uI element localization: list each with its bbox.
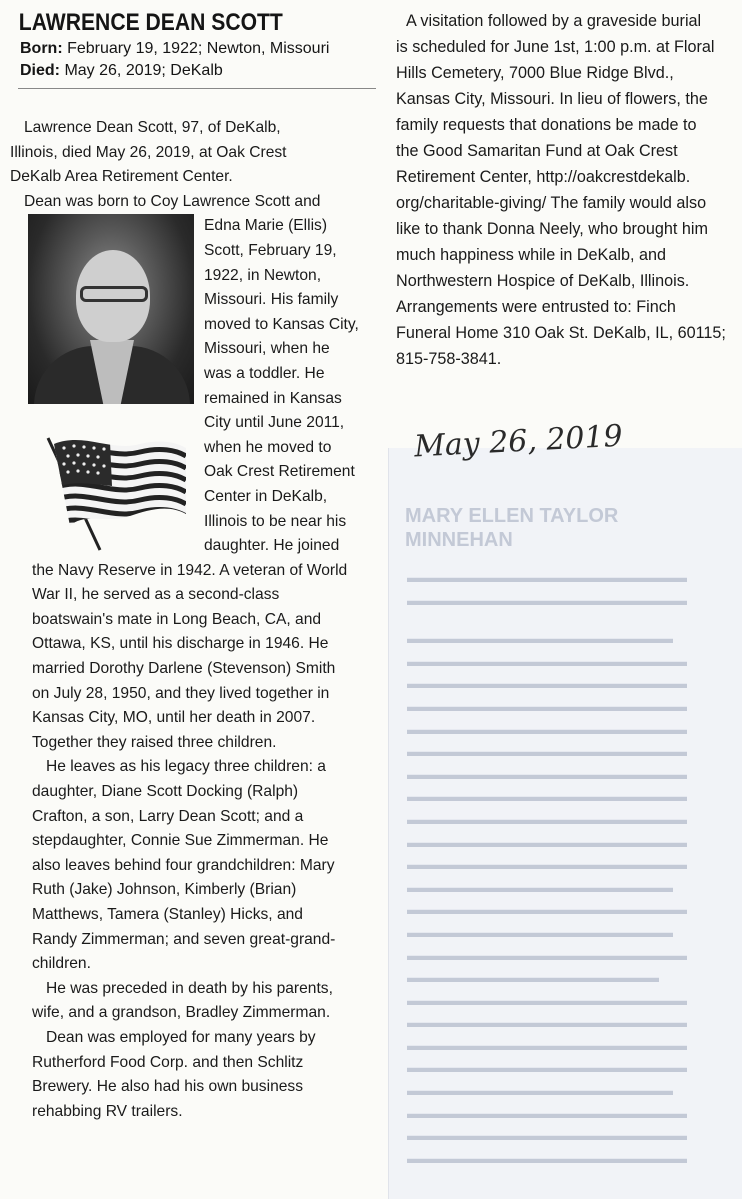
- body-line: also leaves behind four grandchildren: Mary: [32, 856, 335, 874]
- body-line: on July 28, 1950, and they lived together in: [32, 684, 330, 702]
- faded-line: ▬▬▬▬▬▬▬▬▬▬▬▬▬▬▬▬▬▬▬▬: [407, 856, 687, 873]
- body-line: Ruth (Jake) Johnson, Kimberly (Brian): [32, 881, 297, 899]
- faded-title-2: MINNEHAN: [405, 529, 513, 551]
- full-width-text: [10, 559, 372, 1125]
- obituary-body-right: [396, 8, 732, 372]
- body-line: Dean was employed for many years by: [46, 1028, 316, 1046]
- body-line: Scott, February 19,: [204, 241, 337, 259]
- faded-line: ▬▬▬▬▬▬▬▬▬▬▬▬▬▬▬▬▬▬▬▬: [407, 569, 687, 585]
- body-line: Center in DeKalb,: [204, 487, 328, 505]
- body-line: A visitation followed by a graveside burial: [406, 12, 702, 30]
- faded-line: ▬▬▬▬▬▬▬▬▬▬▬▬▬▬▬▬▬▬▬▬: [407, 1014, 687, 1031]
- born-line: [10, 38, 382, 60]
- body-line: Illinois to be near his: [204, 512, 347, 530]
- faded-line: ▬▬▬▬▬▬▬▬▬▬▬▬▬▬▬▬▬▬▬: [407, 923, 673, 940]
- faded-line: ▬▬▬▬▬▬▬▬▬▬▬▬▬▬▬▬▬▬▬▬: [407, 991, 687, 1008]
- body-line: wife, and a grandson, Bradley Zimmerman.: [32, 1004, 331, 1022]
- faded-line: ▬▬▬▬▬▬▬▬▬▬▬▬▬▬▬▬▬▬▬▬: [407, 652, 687, 669]
- body-line: Kansas City, MO, until her death in 2007.: [32, 709, 316, 727]
- body-line: much happiness while in DeKalb, and: [396, 246, 666, 264]
- body-line: is scheduled for June 1st, 1:00 p.m. at Floral: [396, 38, 715, 56]
- body-line: Matthews, Tamera (Stanley) Hicks, and: [32, 906, 303, 923]
- faded-line: ▬▬▬▬▬▬▬▬▬▬▬▬▬▬▬▬▬▬▬▬: [407, 901, 687, 918]
- body-line: daughter. He joined: [204, 537, 340, 555]
- body-line: Crafton, a son, Larry Dean Scott; and a: [32, 807, 304, 825]
- body-line: family requests that donations be made to: [396, 116, 697, 134]
- body-line: Kansas City, Missouri. In lieu of flowers, the: [396, 90, 708, 108]
- body-line: Randy Zimmerman; and seven great-grand-: [32, 930, 336, 948]
- body-line: Oak Crest Retirement: [204, 463, 355, 481]
- body-line: Arrangements were entrusted to: Finch: [396, 298, 676, 316]
- faded-line: ▬▬▬▬▬▬▬▬▬▬▬▬▬▬▬▬▬▬▬▬: [407, 1036, 687, 1053]
- body-line: was a toddler. He: [204, 364, 325, 382]
- body-line: Hills Cemetery, 7000 Blue Ridge Blvd.,: [396, 64, 674, 82]
- faded-line: ▬▬▬▬▬▬▬▬▬▬▬▬▬▬▬▬▬▬▬▬: [407, 591, 687, 608]
- body-line: 1922, in Newton,: [204, 266, 322, 284]
- body-line: Dean was born to Coy Lawrence Scott and: [24, 192, 321, 210]
- faded-line: ▬▬▬▬▬▬▬▬▬▬▬▬▬▬▬▬▬▬▬▬: [407, 1059, 687, 1076]
- handwritten-date-note: [410, 415, 640, 465]
- body-line: org/charitable-giving/ The family would also: [396, 194, 707, 212]
- body-line: 815-758-3841.: [396, 350, 502, 368]
- body-line: stepdaughter, Connie Sue Zimmerman. He: [32, 832, 329, 850]
- obituary-name: LAWRENCE DEAN SCOTT: [18, 9, 283, 36]
- body-line: remained in Kansas: [204, 389, 342, 407]
- body-line: DeKalb Area Retirement Center.: [10, 168, 233, 186]
- body-line: the Navy Reserve in 1942. A veteran of World: [32, 561, 348, 579]
- body-line: Missouri. His family: [204, 291, 339, 309]
- body-line: the Good Samaritan Fund at Oak Crest: [396, 142, 678, 160]
- body-line: when he moved to: [204, 438, 332, 456]
- body-line: married Dorothy Darlene (Stevenson) Smith: [32, 660, 336, 678]
- died-value: May 26, 2019; DeKalb: [64, 62, 223, 79]
- faded-title-1: MARY ELLEN TAYLOR: [405, 505, 619, 527]
- faded-line: ▬▬▬▬▬▬▬▬▬▬▬▬▬▬▬▬▬▬▬▬: [407, 946, 687, 963]
- body-line: Rutherford Food Corp. and then Schlitz: [32, 1053, 304, 1071]
- faded-text-lines: [389, 566, 742, 1169]
- body-line: boatswain's mate in Long Beach, CA, and: [32, 610, 322, 628]
- faded-clipping: [388, 448, 742, 1199]
- born-label: Born:: [20, 40, 63, 57]
- body-line: Retirement Center, http://oakcrestdekalb.: [396, 168, 691, 186]
- born-value: February 19, 1922; Newton, Missouri: [67, 40, 330, 57]
- portrait-photo: [28, 214, 194, 404]
- american-flag-icon: [40, 430, 190, 555]
- faded-line: ▬▬▬▬▬▬▬▬▬▬▬▬▬▬▬▬▬▬: [407, 969, 659, 986]
- obituary-header: [10, 8, 382, 89]
- body-line: Lawrence Dean Scott, 97, of DeKalb,: [24, 119, 281, 136]
- faded-line: ▬▬▬▬▬▬▬▬▬▬▬▬▬▬▬▬▬▬▬▬: [407, 1104, 687, 1121]
- faded-line: ▬▬▬▬▬▬▬▬▬▬▬▬▬▬▬▬▬▬▬▬: [407, 833, 687, 850]
- body-line: Together they raised three children.: [32, 733, 277, 751]
- faded-line: ▬▬▬▬▬▬▬▬▬▬▬▬▬▬▬▬▬▬▬▬: [407, 1149, 687, 1166]
- body-line: War II, he served as a second-class: [32, 586, 280, 604]
- body-line: rehabbing RV trailers.: [32, 1102, 183, 1120]
- faded-line: ▬▬▬▬▬▬▬▬▬▬▬▬▬▬▬▬▬▬▬: [407, 878, 673, 895]
- faded-line: ▬▬▬▬▬▬▬▬▬▬▬▬▬▬▬▬▬▬▬▬: [407, 743, 687, 760]
- body-line: like to thank Donna Neely, who brought him: [396, 220, 708, 238]
- body-line: Funeral Home 310 Oak St. DeKalb, IL, 60115;: [396, 324, 726, 342]
- header-divider: [18, 88, 376, 89]
- body-line: Northwestern Hospice of DeKalb, Illinois.: [396, 272, 690, 290]
- died-label: Died:: [20, 62, 60, 79]
- faded-line: ▬▬▬▬▬▬▬▬▬▬▬▬▬▬▬▬▬▬▬▬: [407, 675, 687, 692]
- faded-line: ▬▬▬▬▬▬▬▬▬▬▬▬▬▬▬▬▬▬▬: [407, 630, 673, 647]
- faded-line: ▬▬▬▬▬▬▬▬▬▬▬▬▬▬▬▬▬▬▬▬: [407, 788, 687, 805]
- body-line: Illinois, died May 26, 2019, at Oak Crest: [10, 143, 287, 161]
- body-line: Brewery. He also had his own business: [32, 1078, 304, 1096]
- body-line: He leaves as his legacy three children: a: [46, 758, 326, 776]
- body-line: Ottawa, KS, until his discharge in 1946. He: [32, 635, 329, 653]
- body-line: Missouri, when he: [204, 340, 330, 358]
- body-line: moved to Kansas City,: [204, 315, 359, 333]
- faded-line: ▬▬▬▬▬▬▬▬▬▬▬▬▬▬▬▬▬▬▬▬: [407, 765, 687, 782]
- body-line: daughter, Diane Scott Docking (Ralph): [32, 783, 299, 801]
- body-line: City until June 2011,: [204, 414, 345, 432]
- died-line: [10, 60, 382, 82]
- photo-glasses: [80, 286, 148, 302]
- faded-line: ▬▬▬▬▬▬▬▬▬▬▬▬▬▬▬▬▬▬▬▬: [407, 720, 687, 737]
- handwritten-date-text: May 26, 2019: [413, 418, 624, 465]
- body-line: He was preceded in death by his parents,: [46, 979, 333, 997]
- body-line: Edna Marie (Ellis): [204, 217, 328, 235]
- faded-line: ▬▬▬▬▬▬▬▬▬▬▬▬▬▬▬▬▬▬▬▬: [407, 1127, 687, 1144]
- faded-line: ▬▬▬▬▬▬▬▬▬▬▬▬▬▬▬▬▬▬▬▬: [407, 810, 687, 827]
- faded-line: ▬▬▬▬▬▬▬▬▬▬▬▬▬▬▬▬▬▬▬: [407, 1082, 673, 1099]
- faded-line: ▬▬▬▬▬▬▬▬▬▬▬▬▬▬▬▬▬▬▬▬: [407, 697, 687, 714]
- body-line: children.: [32, 955, 91, 973]
